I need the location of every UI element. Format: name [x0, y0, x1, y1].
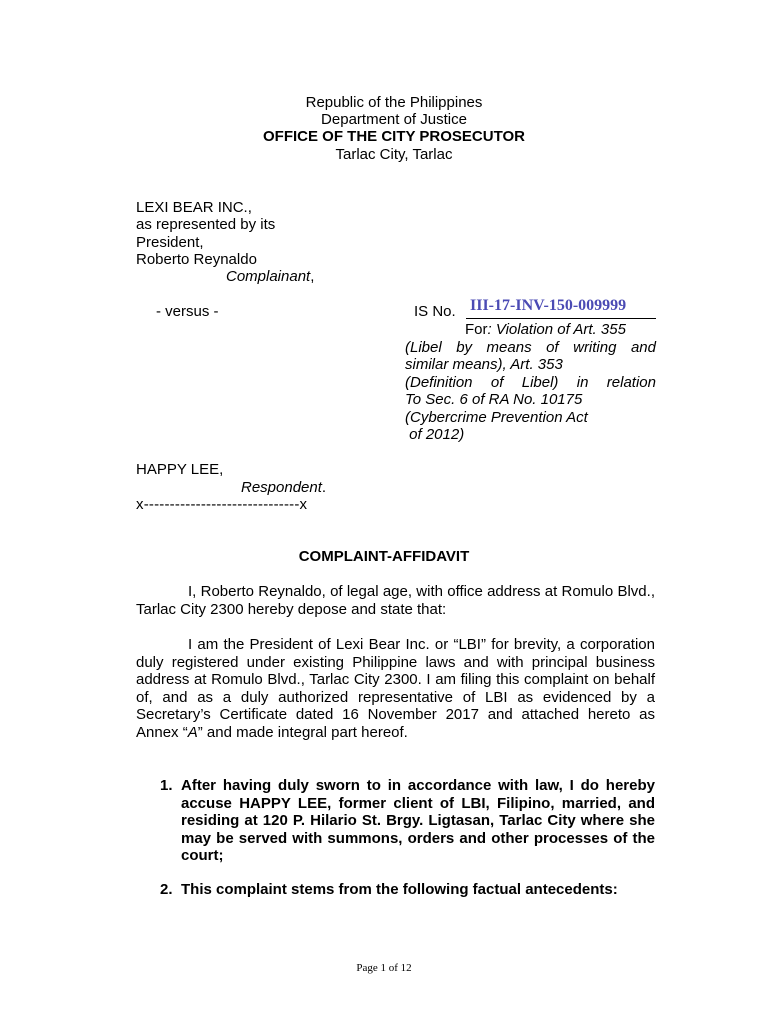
complainant-role — [226, 268, 314, 285]
charge-for-label: For — [465, 321, 488, 338]
complainant-person: Roberto Reynaldo — [136, 251, 257, 268]
charge-line-2: (Libel by means of writing and — [405, 338, 656, 356]
charge-line-5: To Sec. 6 of RA No. 10175 — [405, 391, 583, 408]
charge-line-3: similar means), Art. 353 — [405, 356, 563, 373]
complainant-role-label: Complainant — [226, 268, 311, 285]
charge-line-4: (Definition of Libel) in relation — [405, 373, 656, 391]
is-no-label: IS No. — [414, 303, 456, 320]
charge-line-7: of 2012) — [405, 426, 465, 443]
complainant-role-suffix: , — [310, 268, 315, 285]
page-number: Page 1 of 12 — [356, 962, 412, 974]
header-city: Tarlac City, Tarlac — [335, 146, 453, 163]
respondent-role-suffix: . — [321, 479, 327, 496]
header-republic: Republic of the Philippines — [305, 94, 483, 111]
respondent-role-label: Respondent — [241, 479, 322, 496]
header-office: OFFICE OF THE CITY PROSECUTOR — [263, 128, 525, 145]
president-paragraph-end: ” and made integral part hereof. — [197, 723, 408, 741]
list-item-number: 1. — [160, 777, 173, 794]
complainant-title: President, — [136, 234, 204, 251]
versus-label: - versus - — [156, 303, 219, 320]
charge-line-1: : Violation of Art. 355 — [487, 321, 626, 338]
list-item-text: After having duly sworn to in accordance with law, I do hereby accuse HAPPY LEE, former client of LBI, Filipino, married, and residing at 120 P. Hilario St. Brgy. Ligtasan, Tarlac City where she may be served with summons, orders and other processes of the court; — [181, 777, 655, 864]
president-paragraph — [136, 636, 655, 741]
is-no-value: III-17-INV-150-009999 — [470, 297, 627, 314]
complainant-name: LEXI BEAR INC., — [136, 199, 252, 216]
document-title: COMPLAINT-AFFIDAVIT — [298, 548, 470, 565]
charge-description — [405, 321, 656, 444]
caption-separator: x------------------------------x — [136, 496, 308, 513]
respondent-name: HAPPY LEE, — [136, 461, 224, 478]
list-item-number: 2. — [160, 881, 173, 898]
charge-line-6: (Cybercrime Prevention Act — [405, 408, 588, 426]
annex-label: A — [187, 723, 198, 741]
list-item-text: This complaint stems from the following factual antecedents: — [181, 881, 618, 898]
intro-paragraph: I, Roberto Reynaldo, of legal age, with office address at Romulo Blvd., Tarlac City 2300 hereby depose and state that: — [136, 583, 655, 618]
header-department: Department of Justice — [321, 111, 467, 128]
president-paragraph-text: I am the President of Lexi Bear Inc. or “LBI” for brevity, a corporation duly registered under existing Philippine laws and with principal business address at Romulo Blvd., Tarlac City 2300. I am filing this complaint on behalf of, and as a duly authorized representative of LBI as evidenced by a Secretary’s Certificate dated 16 November 2017 and attached hereto as Annex “ — [136, 636, 655, 741]
respondent-role — [241, 479, 326, 496]
complainant-represented: as represented by its — [136, 216, 276, 233]
is-no-underline — [466, 318, 656, 319]
